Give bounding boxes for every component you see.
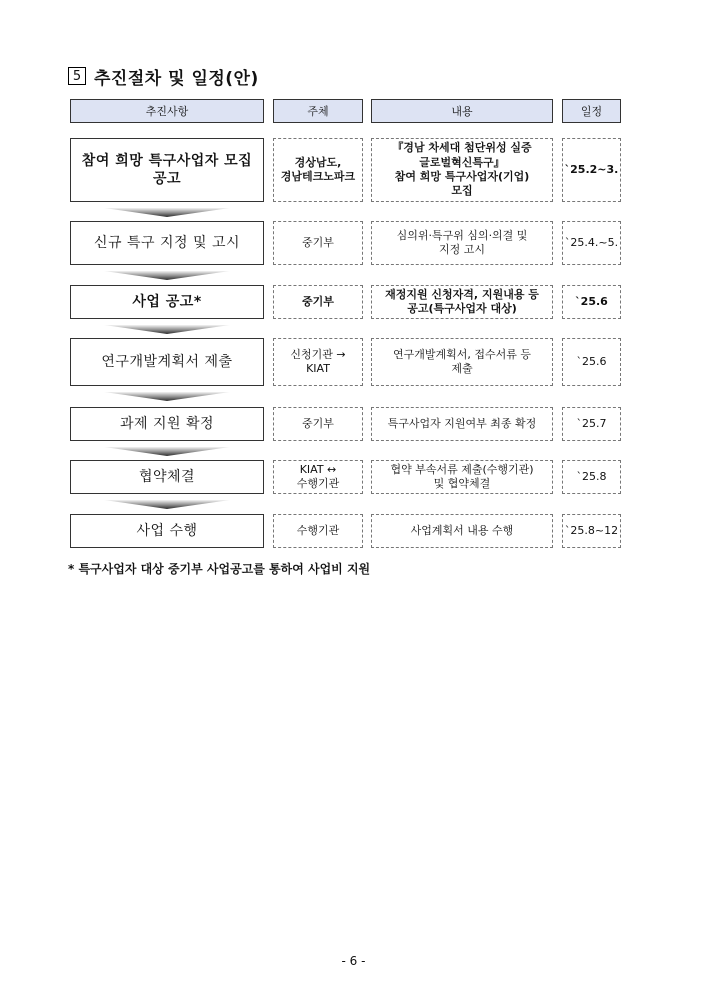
step-designation-schedule: `25.4.~5.	[562, 221, 621, 265]
step-agreement-agent: KIAT ↔ 수행기관	[273, 460, 363, 494]
step-execution-schedule: `25.8~12	[562, 514, 621, 548]
section-number: 5	[68, 67, 86, 85]
step-announcement-agent: 중기부	[273, 285, 363, 319]
flow-arrow	[104, 500, 230, 509]
step-announcement-schedule: `25.6	[562, 285, 621, 319]
section-title-text: 추진절차 및 일정(안)	[94, 68, 259, 89]
flow-arrow	[104, 208, 230, 217]
step-confirmation-content: 특구사업자 지원여부 최종 확정	[371, 407, 553, 441]
step-recruit-agent: 경상남도, 경남테크노파크	[273, 138, 363, 202]
step-recruit-schedule: `25.2~3.	[562, 138, 621, 202]
step-announcement-task: 사업 공고*	[70, 285, 264, 319]
header-content: 내용	[371, 99, 553, 123]
step-recruit-content: 『경남 차세대 첨단위성 실증 글로벌혁신특구』 참여 희망 특구사업자(기업) 모집	[371, 138, 553, 202]
step-agreement-schedule: `25.8	[562, 460, 621, 494]
header-schedule: 일정	[562, 99, 621, 123]
step-announcement-content: 재정지원 신청자격, 지원내용 등 공고(특구사업자 대상)	[371, 285, 553, 319]
header-task: 추진사항	[70, 99, 264, 123]
flow-arrow	[104, 447, 230, 456]
step-confirmation-agent: 중기부	[273, 407, 363, 441]
step-execution-content: 사업계획서 내용 수행	[371, 514, 553, 548]
flow-arrow	[104, 271, 230, 280]
step-confirmation-schedule: `25.7	[562, 407, 621, 441]
step-recruit-task: 참여 희망 특구사업자 모집 공고	[70, 138, 264, 202]
step-rd-plan-agent: 신청기관 → KIAT	[273, 338, 363, 386]
flow-arrow	[104, 325, 230, 334]
header-agent: 주체	[273, 99, 363, 123]
step-designation-agent: 중기부	[273, 221, 363, 265]
step-agreement-content: 협약 부속서류 제출(수행기관) 및 협약체결	[371, 460, 553, 494]
step-designation-content: 심의위·특구위 심의·의결 및 지정 고시	[371, 221, 553, 265]
step-rd-plan-content: 연구개발계획서, 접수서류 등 제출	[371, 338, 553, 386]
page-number: - 6 -	[341, 954, 366, 968]
footnote: * 특구사업자 대상 중기부 사업공고를 통하여 사업비 지원	[68, 562, 371, 576]
step-execution-agent: 수행기관	[273, 514, 363, 548]
step-rd-plan-task: 연구개발계획서 제출	[70, 338, 264, 386]
flow-arrow	[104, 392, 230, 401]
step-agreement-task: 협약체결	[70, 460, 264, 494]
step-confirmation-task: 과제 지원 확정	[70, 407, 264, 441]
section-title	[68, 64, 259, 88]
step-rd-plan-schedule: `25.6	[562, 338, 621, 386]
step-execution-task: 사업 수행	[70, 514, 264, 548]
step-designation-task: 신규 특구 지정 및 고시	[70, 221, 264, 265]
